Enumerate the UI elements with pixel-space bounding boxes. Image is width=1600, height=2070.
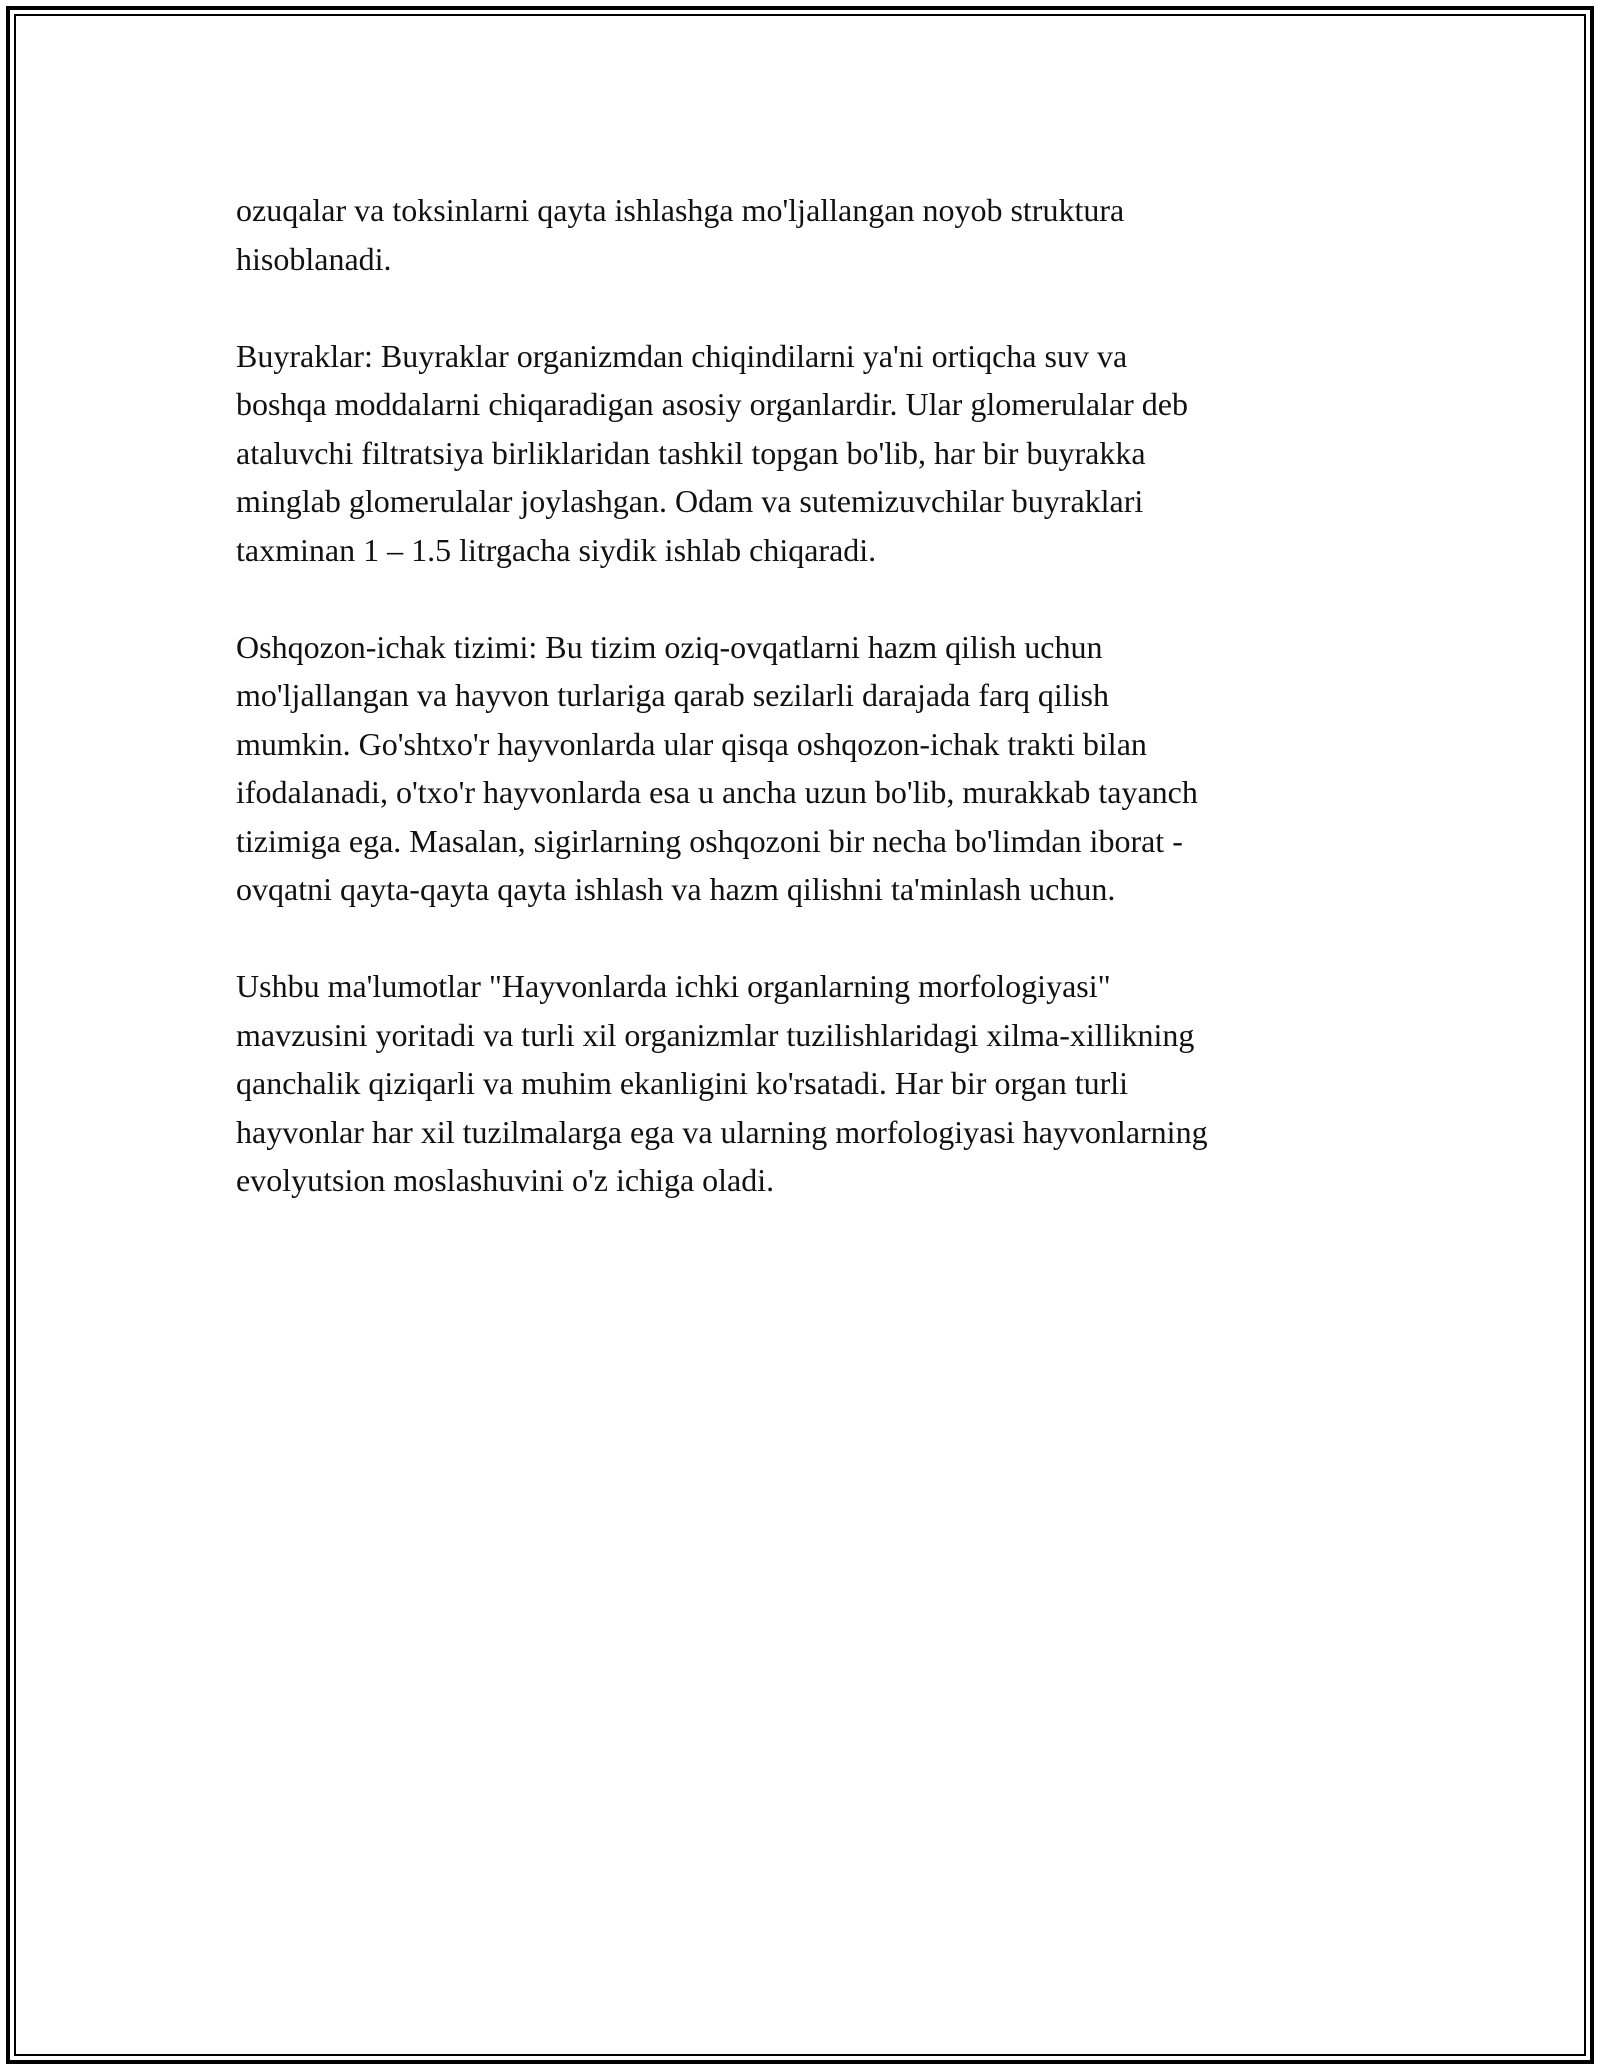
paragraph-summary: Ushbu ma'lumotlar "Hayvonlarda ichki organlarning morfologiyasi" mavzusini yoritadi va turli xil organizmlar tuzilishlaridagi xilma-xillikning qanchalik qiziqarli va muhim ekanligini ko'rsatadi. Har bir organ turli hayvonlar har xil tuzilmalarga ega va ularning morfologiyasi hayvonlarning evolyutsion moslashuvini o'z ichiga oladi. <box>236 968 1208 1198</box>
paragraph-digestive-system: Oshqozon-ichak tizimi: Bu tizim oziq-ovqatlarni hazm qilish uchun mo'ljallangan va hayvon turlariga qarab sezilarli darajada farq qilish mumkin. Go'shtxo'r hayvonlarda ular qisqa oshqozon-ichak trakti bilan ifodalanadi, o'txo'r hayvonlarda esa u ancha uzun bo'lib, murakkab tayanch tizimiga ega. Masalan, sigirlarning oshqozoni bir necha bo'limdan iborat - ovqatni qayta-qayta qayta ishlash va hazm qilishni ta'minlash uchun. <box>236 628 1198 907</box>
paragraph-kidneys: Buyraklar: Buyraklar organizmdan chiqindilarni ya'ni ortiqcha suv va boshqa moddalarni chiqaradigan asosiy organlardir. Ular glomerulalar deb ataluvchi filtratsiya birliklaridan tashkil topgan bo'lib, har bir buyrakka minglab glomerulalar joylashgan. Odam va sutemizuvchilar buyraklari taxminan 1 – 1.5 litrgacha siydik ishlab chiqaradi. <box>236 337 1188 568</box>
document-body <box>236 186 1366 1253</box>
paragraph-liver-continuation: ozuqalar va toksinlarni qayta ishlashga mo'ljallangan noyob struktura hisoblanadi. <box>236 192 1125 277</box>
